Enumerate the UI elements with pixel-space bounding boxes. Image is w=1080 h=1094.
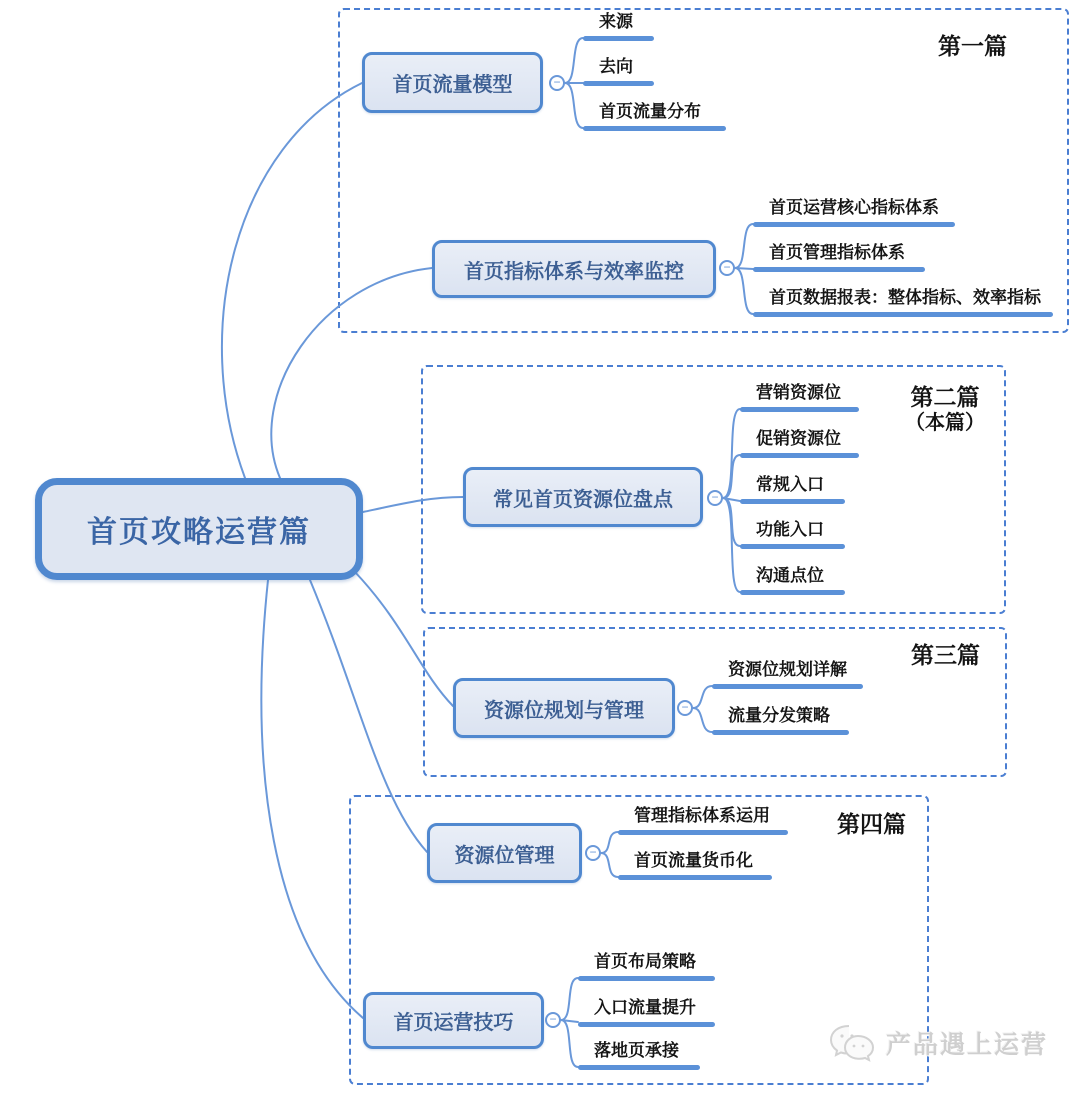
branch-curve-topic2: [271, 268, 432, 478]
leaf-node[interactable]: [578, 1041, 700, 1070]
collapse-toggle[interactable]: [719, 260, 735, 276]
leaf-underline: [583, 36, 654, 41]
wechat-icon: [828, 1022, 880, 1064]
branch-curve-topic4: [355, 572, 453, 706]
leaf-underline: [740, 407, 859, 412]
leaf-curve: [601, 832, 618, 853]
leaf-label: 首页运营核心指标体系: [769, 198, 939, 217]
leaf-underline: [753, 267, 925, 272]
leaf-underline: [753, 222, 955, 227]
leaf-underline: [740, 590, 845, 595]
leaf-label: 流量分发策略: [728, 706, 830, 725]
leaf-curve: [565, 83, 583, 128]
leaf-label: 沟通点位: [756, 566, 824, 585]
section-label-part2: [905, 384, 985, 436]
leaf-node[interactable]: [578, 998, 715, 1027]
section-label-text: 第三篇: [911, 642, 980, 668]
leaf-curve: [565, 38, 583, 83]
branch-curve-topic6: [261, 580, 363, 1018]
leaf-underline: [753, 312, 1053, 317]
minus-icon: −: [723, 260, 731, 274]
leaf-label: 首页管理指标体系: [769, 243, 905, 262]
leaf-curve: [601, 853, 618, 877]
leaf-underline: [740, 499, 845, 504]
minus-icon: −: [681, 700, 689, 714]
minus-icon: −: [553, 75, 561, 89]
topic-node-traffic-model[interactable]: [362, 52, 543, 113]
leaf-label: 常规入口: [756, 475, 824, 494]
leaf-node[interactable]: [740, 475, 845, 504]
leaf-node[interactable]: [753, 198, 955, 227]
collapse-toggle[interactable]: [545, 1012, 561, 1028]
leaf-node[interactable]: [712, 660, 863, 689]
topic-node-resource-management[interactable]: [427, 823, 582, 883]
branch-curve-topic5: [310, 580, 427, 852]
leaf-label: 首页流量分布: [599, 102, 701, 121]
leaf-label: 管理指标体系运用: [634, 806, 770, 825]
leaf-label: 落地页承接: [594, 1041, 679, 1060]
leaf-label: 去向: [599, 57, 633, 76]
leaf-label: 促销资源位: [756, 429, 841, 448]
leaf-node[interactable]: [753, 288, 1053, 317]
section-label-text: 第二篇: [910, 384, 980, 410]
leaf-node[interactable]: [740, 429, 859, 458]
leaf-underline: [618, 875, 772, 880]
leaf-underline: [583, 126, 726, 131]
leaf-node[interactable]: [740, 520, 845, 549]
topic-label: 首页运营技巧: [393, 1012, 514, 1034]
collapse-toggle[interactable]: [549, 75, 565, 91]
leaf-node[interactable]: [712, 706, 849, 735]
minus-icon: −: [589, 845, 597, 859]
topic-node-operation-tips[interactable]: [363, 992, 544, 1049]
topic-label: 首页流量模型: [392, 74, 513, 96]
leaf-label: 来源: [599, 12, 633, 31]
leaf-label: 营销资源位: [756, 383, 841, 402]
leaf-underline: [578, 1065, 700, 1070]
leaf-underline: [712, 730, 849, 735]
minus-icon: −: [711, 490, 719, 504]
topic-label: 资源位管理: [454, 844, 555, 867]
leaf-underline: [712, 684, 863, 689]
section-sublabel-text: （本篇）: [905, 412, 985, 434]
topic-label: 首页指标体系与效率监控: [464, 260, 684, 283]
topic-node-resource-planning[interactable]: [453, 678, 675, 738]
topic-label: 常见首页资源位盘点: [493, 488, 673, 511]
leaf-underline: [583, 81, 654, 86]
leaf-label: 入口流量提升: [594, 998, 696, 1017]
section-label-text: 第一篇: [938, 33, 1007, 59]
leaf-curve: [735, 224, 753, 268]
leaf-underline: [740, 544, 845, 549]
root-node[interactable]: [35, 478, 363, 580]
leaf-curve: [693, 708, 712, 732]
leaf-node[interactable]: [740, 566, 845, 595]
leaf-node[interactable]: [583, 102, 726, 131]
section-label-part4: [837, 811, 906, 837]
minus-icon: −: [549, 1012, 557, 1026]
leaf-curve: [735, 268, 753, 314]
leaf-underline: [578, 1022, 715, 1027]
leaf-label: 首页流量货币化: [634, 851, 753, 870]
branch-curve-topic3: [363, 497, 463, 512]
section-label-part1: [938, 33, 1007, 59]
leaf-node[interactable]: [583, 12, 654, 41]
topic-label: 资源位规划与管理: [484, 699, 644, 722]
branch-curve-topic1: [222, 83, 362, 478]
topic-node-resource-inventory[interactable]: [463, 467, 703, 527]
collapse-toggle[interactable]: [677, 700, 693, 716]
leaf-node[interactable]: [578, 952, 715, 981]
leaf-underline: [578, 976, 715, 981]
leaf-label: 首页数据报表：整体指标、效率指标: [769, 288, 1041, 307]
section-label-part3: [911, 642, 980, 668]
leaf-label: 首页布局策略: [594, 952, 696, 971]
leaf-node[interactable]: [583, 57, 654, 86]
leaf-node[interactable]: [618, 851, 772, 880]
leaf-curve: [693, 686, 712, 708]
leaf-underline: [740, 453, 859, 458]
root-node-label: 首页攻略运营篇: [87, 516, 311, 549]
topic-node-metrics-monitoring[interactable]: [432, 240, 716, 298]
leaf-label: 资源位规划详解: [728, 660, 847, 679]
leaf-node[interactable]: [740, 383, 859, 412]
leaf-node[interactable]: [753, 243, 925, 272]
section-label-text: 第四篇: [837, 811, 906, 837]
leaf-curve: [561, 978, 578, 1020]
collapse-toggle[interactable]: [707, 490, 723, 506]
watermark-text: 产品遇上运营: [886, 1031, 1049, 1059]
leaf-node[interactable]: [618, 806, 788, 835]
leaf-underline: [618, 830, 788, 835]
leaf-curve: [561, 1020, 578, 1067]
watermark: [828, 1022, 1048, 1064]
collapse-toggle[interactable]: [585, 845, 601, 861]
leaf-label: 功能入口: [756, 520, 824, 539]
